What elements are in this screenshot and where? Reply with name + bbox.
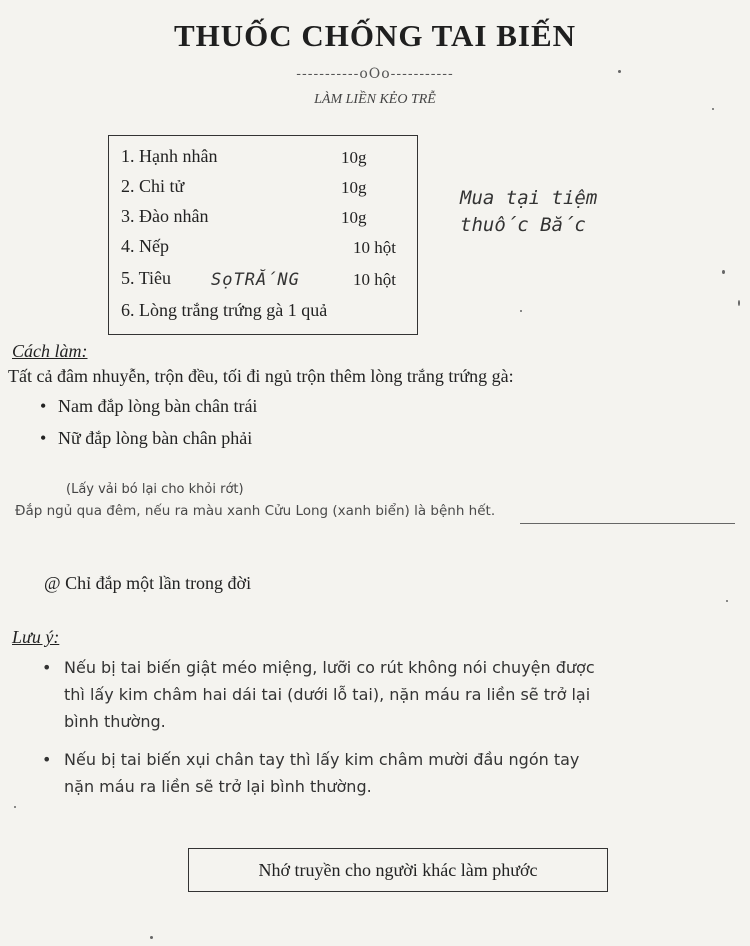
ingredient-name: 1. Hạnh nhân (121, 146, 218, 166)
scan-speck (14, 806, 16, 808)
bullet-icon: • (42, 658, 52, 677)
ingredient-name: 2. Chi tử (121, 176, 185, 196)
ingredient-name: 6. Lòng trắng trứng gà 1 quả (121, 300, 328, 320)
list-item (40, 428, 252, 449)
method-intro: Tất cả đâm nhuyễn, trộn đều, tối đi ngủ trộn thêm lòng trắng trứng gà: (8, 366, 514, 386)
ingredients-box (108, 135, 418, 335)
list-item-text: Nam đắp lòng bàn chân trái (58, 396, 258, 416)
scan-speck (738, 300, 740, 306)
ingredient-qty: 10g (341, 148, 367, 167)
once-note: @ Chỉ đắp một lần trong đời (44, 573, 252, 593)
note-line: nặn máu ra liền sẽ trở lại bình thường. (64, 777, 372, 796)
bullet-icon: • (40, 396, 47, 416)
scan-speck (150, 936, 153, 939)
method-result: Đắp ngủ qua đêm, nếu ra màu xanh Cửu Long (xanh biển) là bệnh hết. (15, 503, 496, 519)
scan-speck (722, 270, 725, 274)
method-parenthetical: (Lấy vải bó lại cho khỏi rớt) (66, 482, 244, 497)
scan-speck (520, 310, 522, 312)
note-line: Nếu bị tai biến xụi chân tay thì lấy kim châm mười đầu ngón tay (64, 750, 580, 769)
note-line: thì lấy kim châm hai dái tai (dưới lỗ tai), nặn máu ra liền sẽ trở lại (64, 685, 591, 704)
note-line: bình thường. (64, 712, 166, 731)
ingredient-name: 3. Đào nhân (121, 206, 209, 226)
ingredient-qty: 10g (341, 178, 367, 197)
bullet-icon: • (42, 750, 52, 769)
side-note-line: Mua tại tiệm (460, 187, 598, 209)
scan-speck (712, 108, 714, 110)
page-subtitle: LÀM LIỀN KẺO TRỄ (314, 92, 436, 107)
list-item (40, 396, 257, 417)
title-divider: -----------oOo----------- (296, 66, 454, 82)
scan-speck (726, 600, 728, 602)
ingredient-qty: 10g (341, 208, 367, 227)
list-item (42, 654, 595, 735)
ingredient-qty: 10 hột (353, 238, 396, 257)
result-underline (520, 523, 735, 524)
ingredient-qty: 10 hột (353, 270, 396, 289)
side-note (460, 185, 597, 239)
method-heading: Cách làm: (12, 341, 88, 361)
side-note-line: thuốc Bắc (460, 214, 586, 236)
list-item (42, 746, 579, 800)
page-title: THUỐC CHỐNG TAI BIẾN (173, 18, 577, 53)
ingredient-name: 5. Tiêu (121, 268, 172, 288)
note-line: Nếu bị tai biến giật méo miệng, lưỡi co rút không nói chuyện được (64, 658, 595, 677)
ingredient-name: 4. Nếp (121, 236, 169, 256)
bullet-icon: • (40, 428, 47, 448)
notes-heading: Lưu ý: (12, 627, 60, 647)
handwritten-note: SọTRẮNG (211, 270, 300, 290)
footer-box: Nhớ truyền cho người khác làm phước (188, 848, 608, 892)
list-item-text: Nữ đắp lòng bàn chân phải (58, 428, 253, 448)
scan-speck (618, 70, 621, 73)
